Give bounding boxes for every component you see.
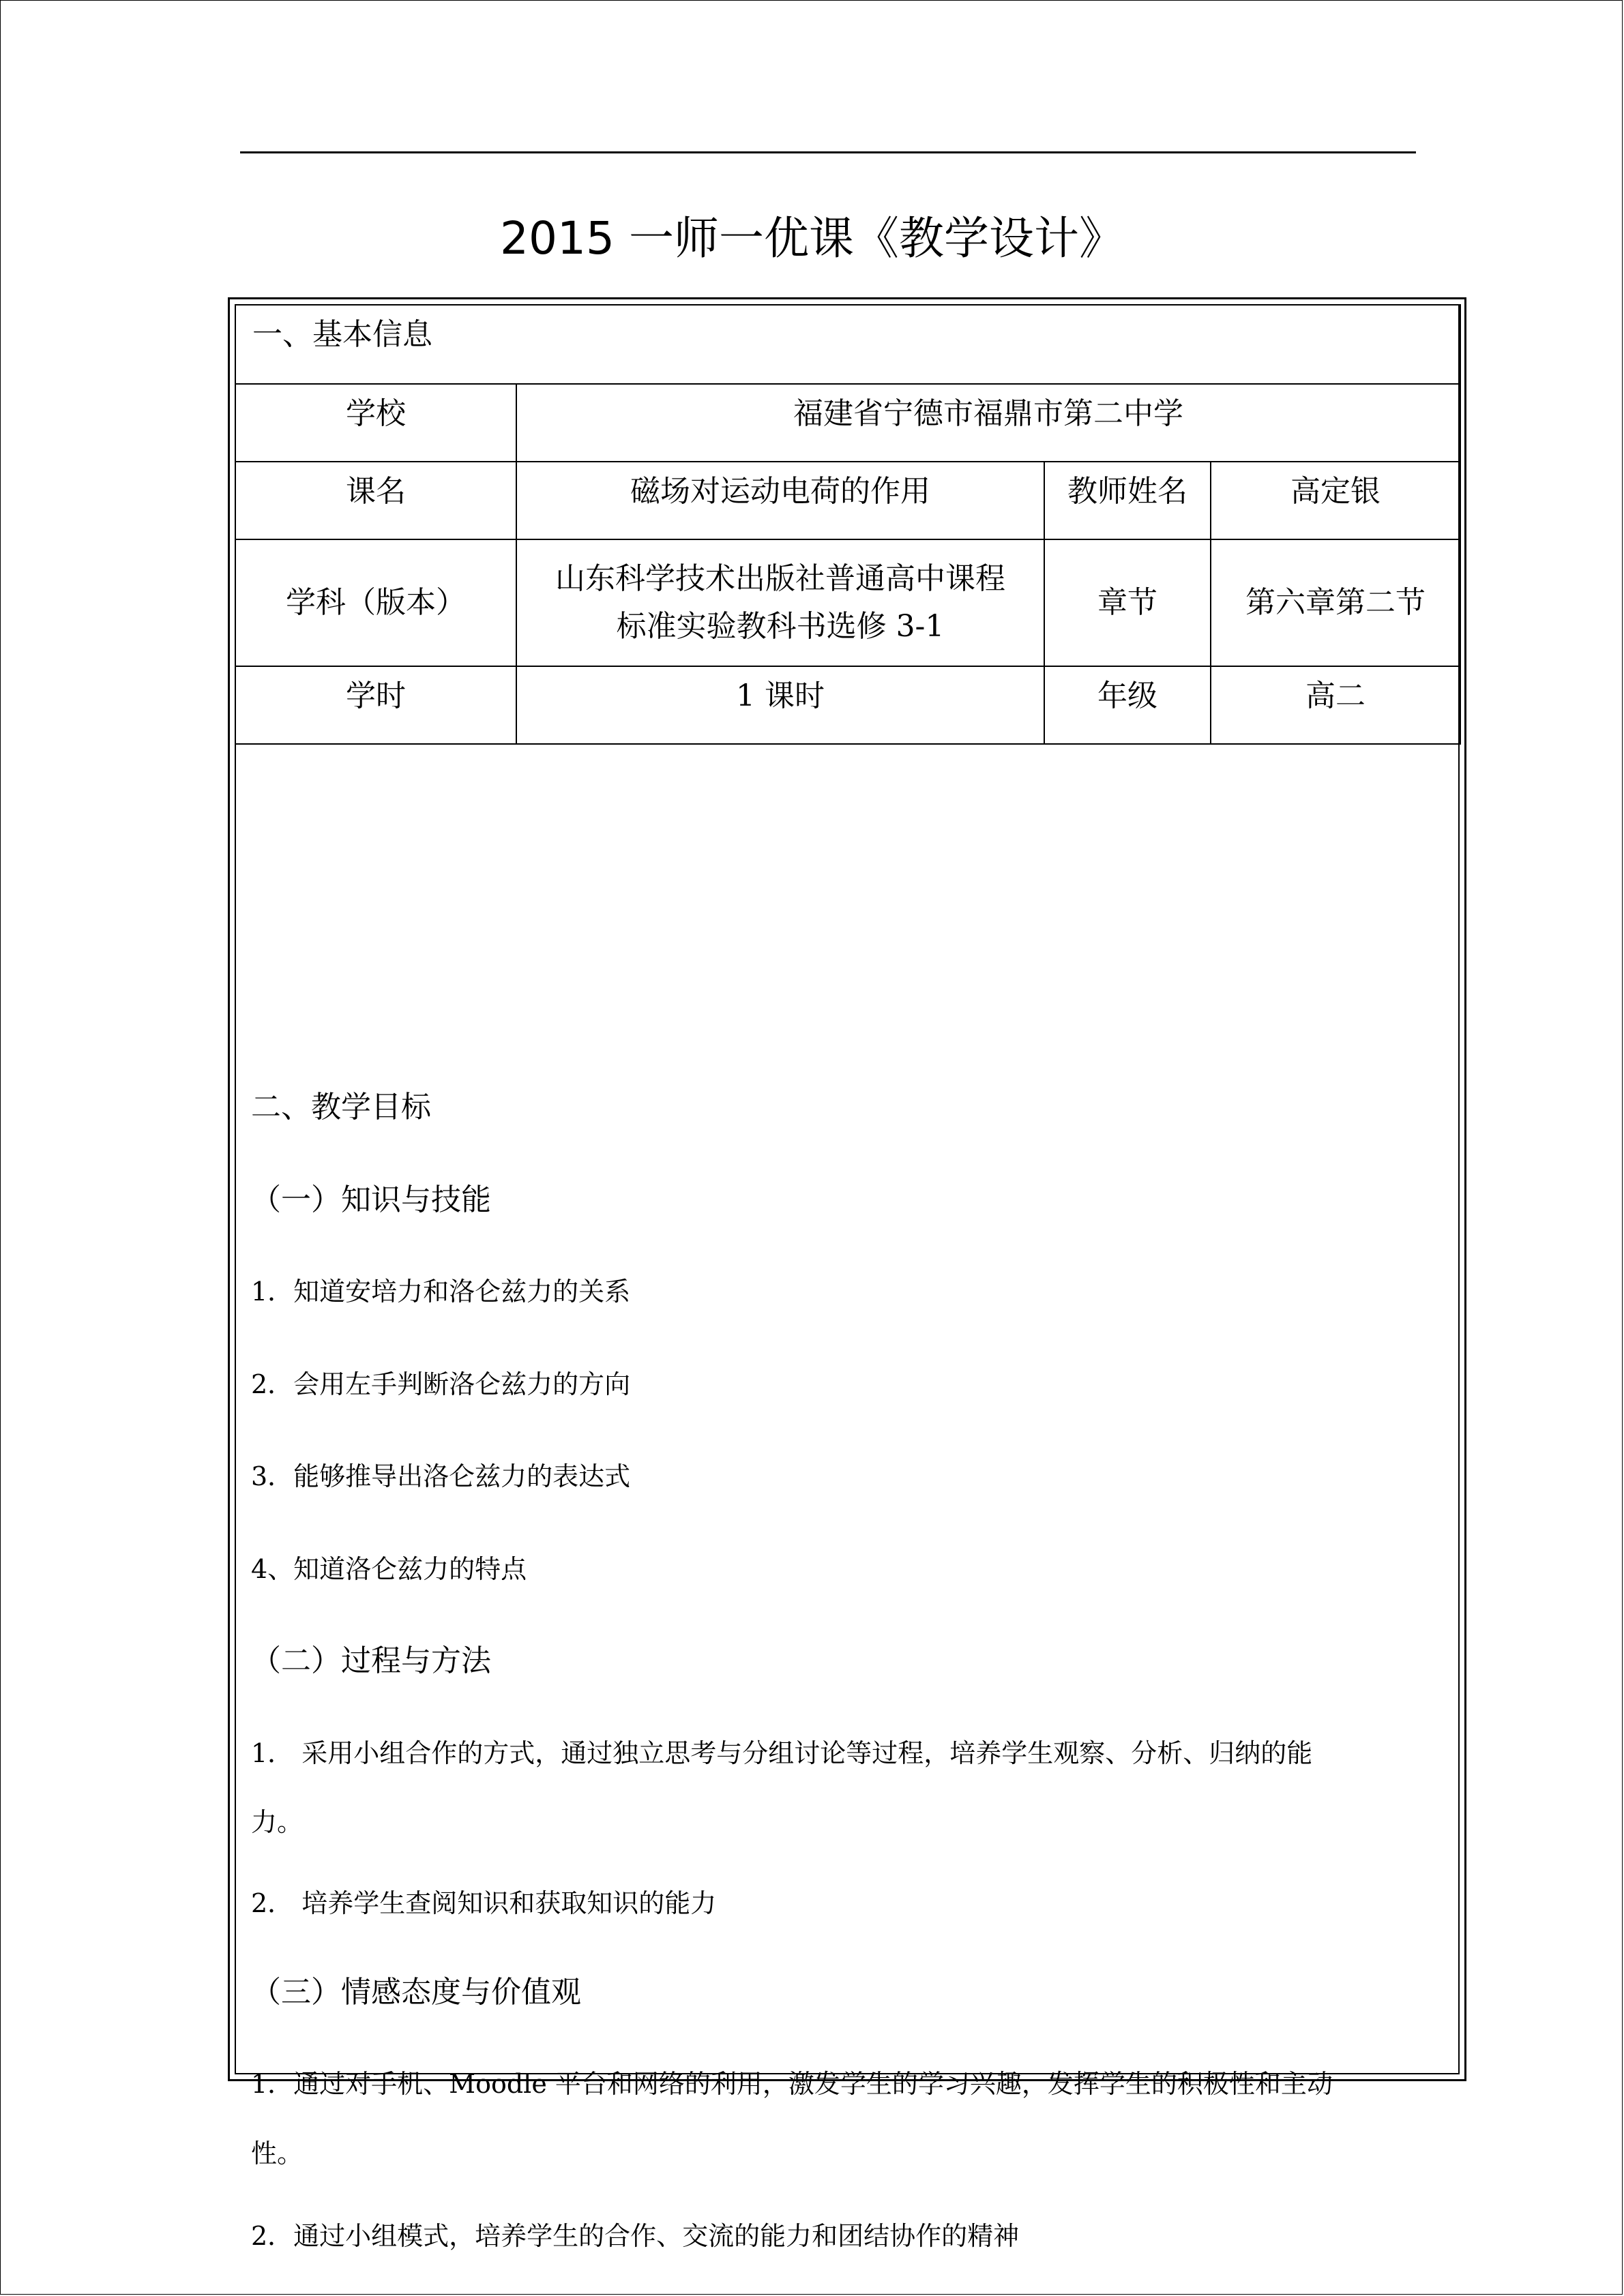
hours-value: 1 课时 [516,666,1044,744]
design-form [235,304,1460,2251]
attitude-item-1-line-1: 1．通过对手机、Moodle 平台和网络的利用，激发学生的学习兴趣，发挥学生的积极性和主动 [251,2069,1333,2099]
chapter-value: 第六章第二节 [1211,539,1460,666]
objectives-heading: 二、教学目标 [251,1090,431,1124]
knowledge-item-3: 3．能够推导出洛仑兹力的表达式 [251,1461,631,1491]
teacher-label: 教师姓名 [1044,462,1211,539]
attitude-item-1-line-2: 性。 [251,2138,304,2168]
subject-value [516,539,1044,666]
process-item-2: 2． 培养学生查阅知识和获取知识的能力 [251,1888,717,1918]
subject-label: 学科（版本） [235,539,516,666]
course-label: 课名 [235,462,516,539]
grade-value: 高二 [1211,666,1460,744]
hours-label: 学时 [235,666,516,744]
teacher-value: 高定银 [1211,462,1460,539]
process-method-heading: （二）过程与方法 [251,1643,491,1678]
basic-info-table [235,304,1461,745]
basic-info-heading: 一、基本信息 [235,305,1460,384]
subject-value-line-1: 山东科学技术出版社普通高中课程 [555,561,1005,596]
school-label: 学校 [235,384,516,462]
school-value: 福建省宁德市福鼎市第二中学 [516,384,1460,462]
attitude-item-2: 2．通过小组模式，培养学生的合作、交流的能力和团结协作的精神 [251,2221,1020,2251]
header-rule [240,151,1416,153]
chapter-label: 章节 [1044,539,1211,666]
attitude-values-heading: （三）情感态度与价值观 [251,1975,581,2010]
knowledge-item-1: 1．知道安培力和洛仑兹力的关系 [251,1277,631,1307]
design-form-outer-border [228,297,1466,2251]
process-item-1-line-2: 力。 [251,1807,304,1837]
process-item-1-line-1: 1． 采用小组合作的方式，通过独立思考与分组讨论等过程，培养学生观察、分析、归纳的能 [251,1738,1313,1768]
knowledge-item-4: 4、知道洛仑兹力的特点 [251,1554,527,1584]
subject-value-line-2: 标准实验教科书选修 3-1 [616,609,945,644]
document-title: 2015 一师一优课《教学设计》 [500,212,1124,265]
knowledge-item-2: 2．会用左手判断洛仑兹力的方向 [251,1369,631,1399]
knowledge-skills-heading: （一）知识与技能 [251,1182,491,1217]
course-value: 磁场对运动电荷的作用 [516,462,1044,539]
grade-label: 年级 [1044,666,1211,744]
